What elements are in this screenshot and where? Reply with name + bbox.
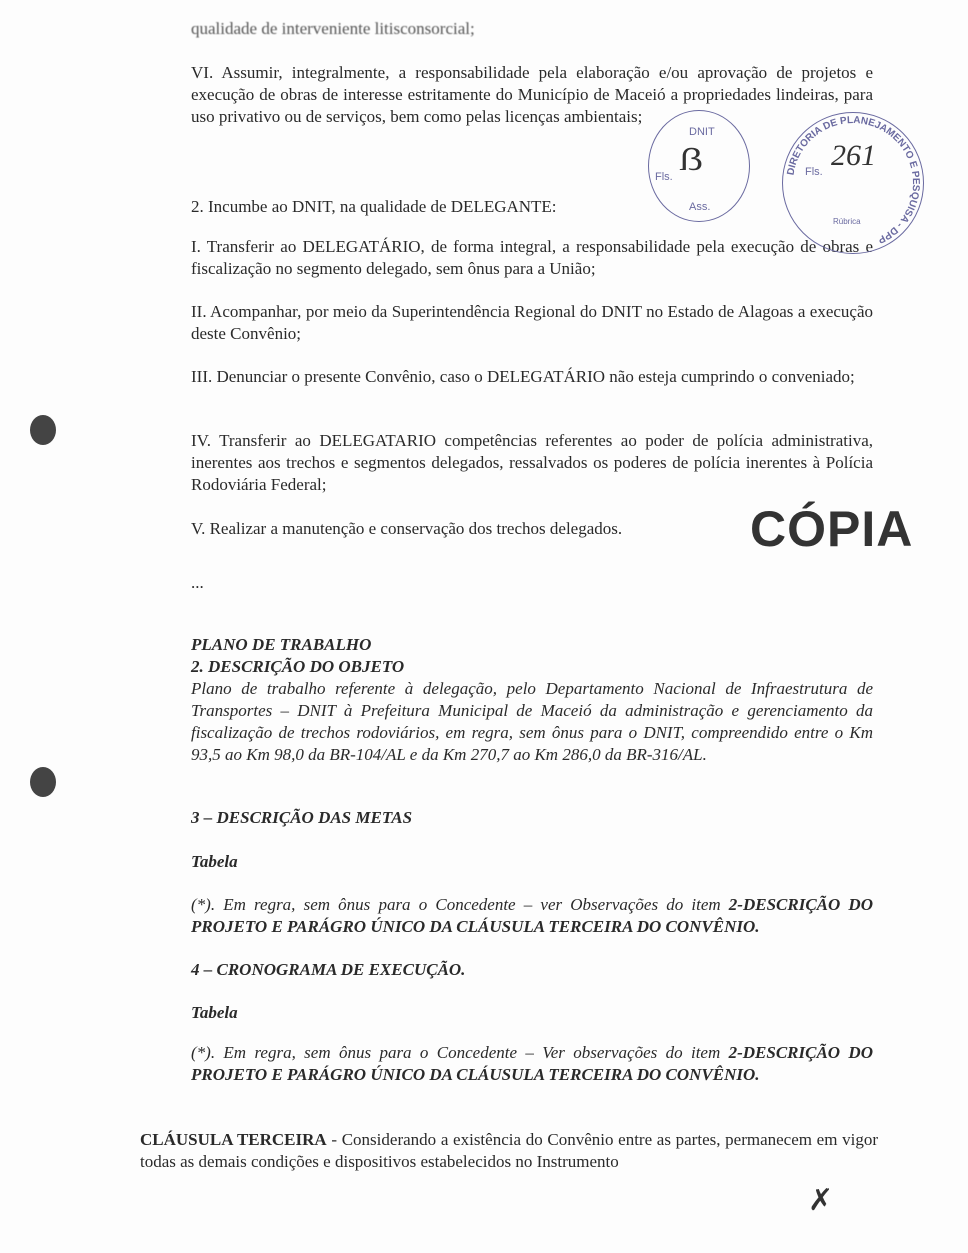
dpp-stamp-fls: Fls. [805,166,823,178]
paragraph-iii: III. Denunciar o presente Convênio, caso o DELEGATÁRIO não esteja cumprindo o conveniado; [191,367,855,386]
dpp-ring-text: DIRETORIA DE PLANEJAMENTO E PESQUISA - DPP [785,114,922,246]
copia-stamp: CÓPIA [750,501,914,557]
dnit-folio-stamp [648,110,750,222]
ellipsis: ... [191,573,204,592]
dnit-stamp-fls: Fls. [655,171,673,183]
sec3-note-text: (*). Em regra, sem ônus para o Concedente – ver Observações do item [191,895,729,914]
sec3-note [191,894,873,938]
dnit-stamp-ass: Ass. [689,201,711,213]
sec3-note-bold: 2-DESCRIÇÃO DO PROJETO E PARÁGRO ÚNICO DA CLÁUSULA TERCEIRA DO CONVÊNIO. [191,895,873,936]
sec2-title: 2. DESCRIÇÃO DO OBJETO [191,657,405,676]
initials-mark-icon: ✗ [808,1184,834,1217]
paragraph-i: I. Transferir ao DELEGATÁRIO, de forma integral, a responsabilidade pela execução de obras e fiscalização no segmento delegado, sem ônus para a União; [191,237,873,278]
dnit-stamp-org: DNIT [689,126,715,138]
punch-hole [30,767,56,797]
paragraph-vi: VI. Assumir, integralmente, a responsabilidade pela elaboração e/ou aprovação de projetos e execução de obras de interesse estritamente do Município de Maceió a propriedades lindeiras, para uso privativo ou de serviços, bem como pelas licenças ambientais; [191,63,873,126]
clausula-label: CLÁUSULA TERCEIRA [140,1130,327,1149]
sec3-table-label: Tabela [191,852,238,871]
sec4-note-bold: 2-DESCRIÇÃO DO PROJETO E PARÁGRO ÚNICO DA CLÁUSULA TERCEIRA DO CONVÊNIO. [191,1043,873,1084]
paragraph-v: V. Realizar a manutenção e conservação dos trechos delegados. [191,519,623,538]
plano-title: PLANO DE TRABALHO [191,635,372,654]
paragraph-ii: II. Acompanhar, por meio da Superintendência Regional do DNIT no Estado de Alagoas a execução deste Convênio; [191,302,873,343]
sec4-table-label: Tabela [191,1003,238,1022]
clausula-terceira [140,1129,878,1173]
dpp-folio-number: 261 [831,139,876,172]
sec4-note [191,1042,873,1086]
sec2-text: Plano de trabalho referente à delegação, pelo Departamento Nacional de Infraestrutura de Transportes – DNIT à Prefeitura Municipal de Maceió da administração e gerenciamento da fiscalização de trechos rodoviários, em regra, sem ônus para o DNIT, compreendido entre o Km 93,5 ao Km 98,0 da BR-104/AL e da Km 270,7 ao Km 286,0 da BR-316/AL. [191,679,873,764]
dpp-folio-stamp [782,112,924,254]
dnit-signature-icon: ẞ [679,141,704,178]
partial-line: qualidade de interveniente litisconsorcial; [191,19,475,38]
paragraph-incumbe: 2. Incumbe ao DNIT, na qualidade de DELEGANTE: [191,197,557,216]
clausula-text: - Considerando a existência do Convênio entre as partes, permanecem em vigor todas as demais condições e dispositivos estabelecidos no Instrumento [140,1130,878,1171]
paragraph-iv: IV. Transferir ao DELEGATARIO competências referentes ao poder de polícia administrativa, inerentes aos trechos e segmentos delegados, ressalvados os poderes de polícia inerentes à Polícia Rodoviária Federal; [191,431,873,494]
dpp-rubrica: Rúbrica [833,217,861,226]
punch-hole [30,415,56,445]
sec4-note-text: (*). Em regra, sem ônus para o Concedente – Ver observações do item [191,1043,729,1062]
sec3-title: 3 – DESCRIÇÃO DAS METAS [191,808,413,827]
sec4-title: 4 – CRONOGRAMA DE EXECUÇÃO. [191,960,466,979]
